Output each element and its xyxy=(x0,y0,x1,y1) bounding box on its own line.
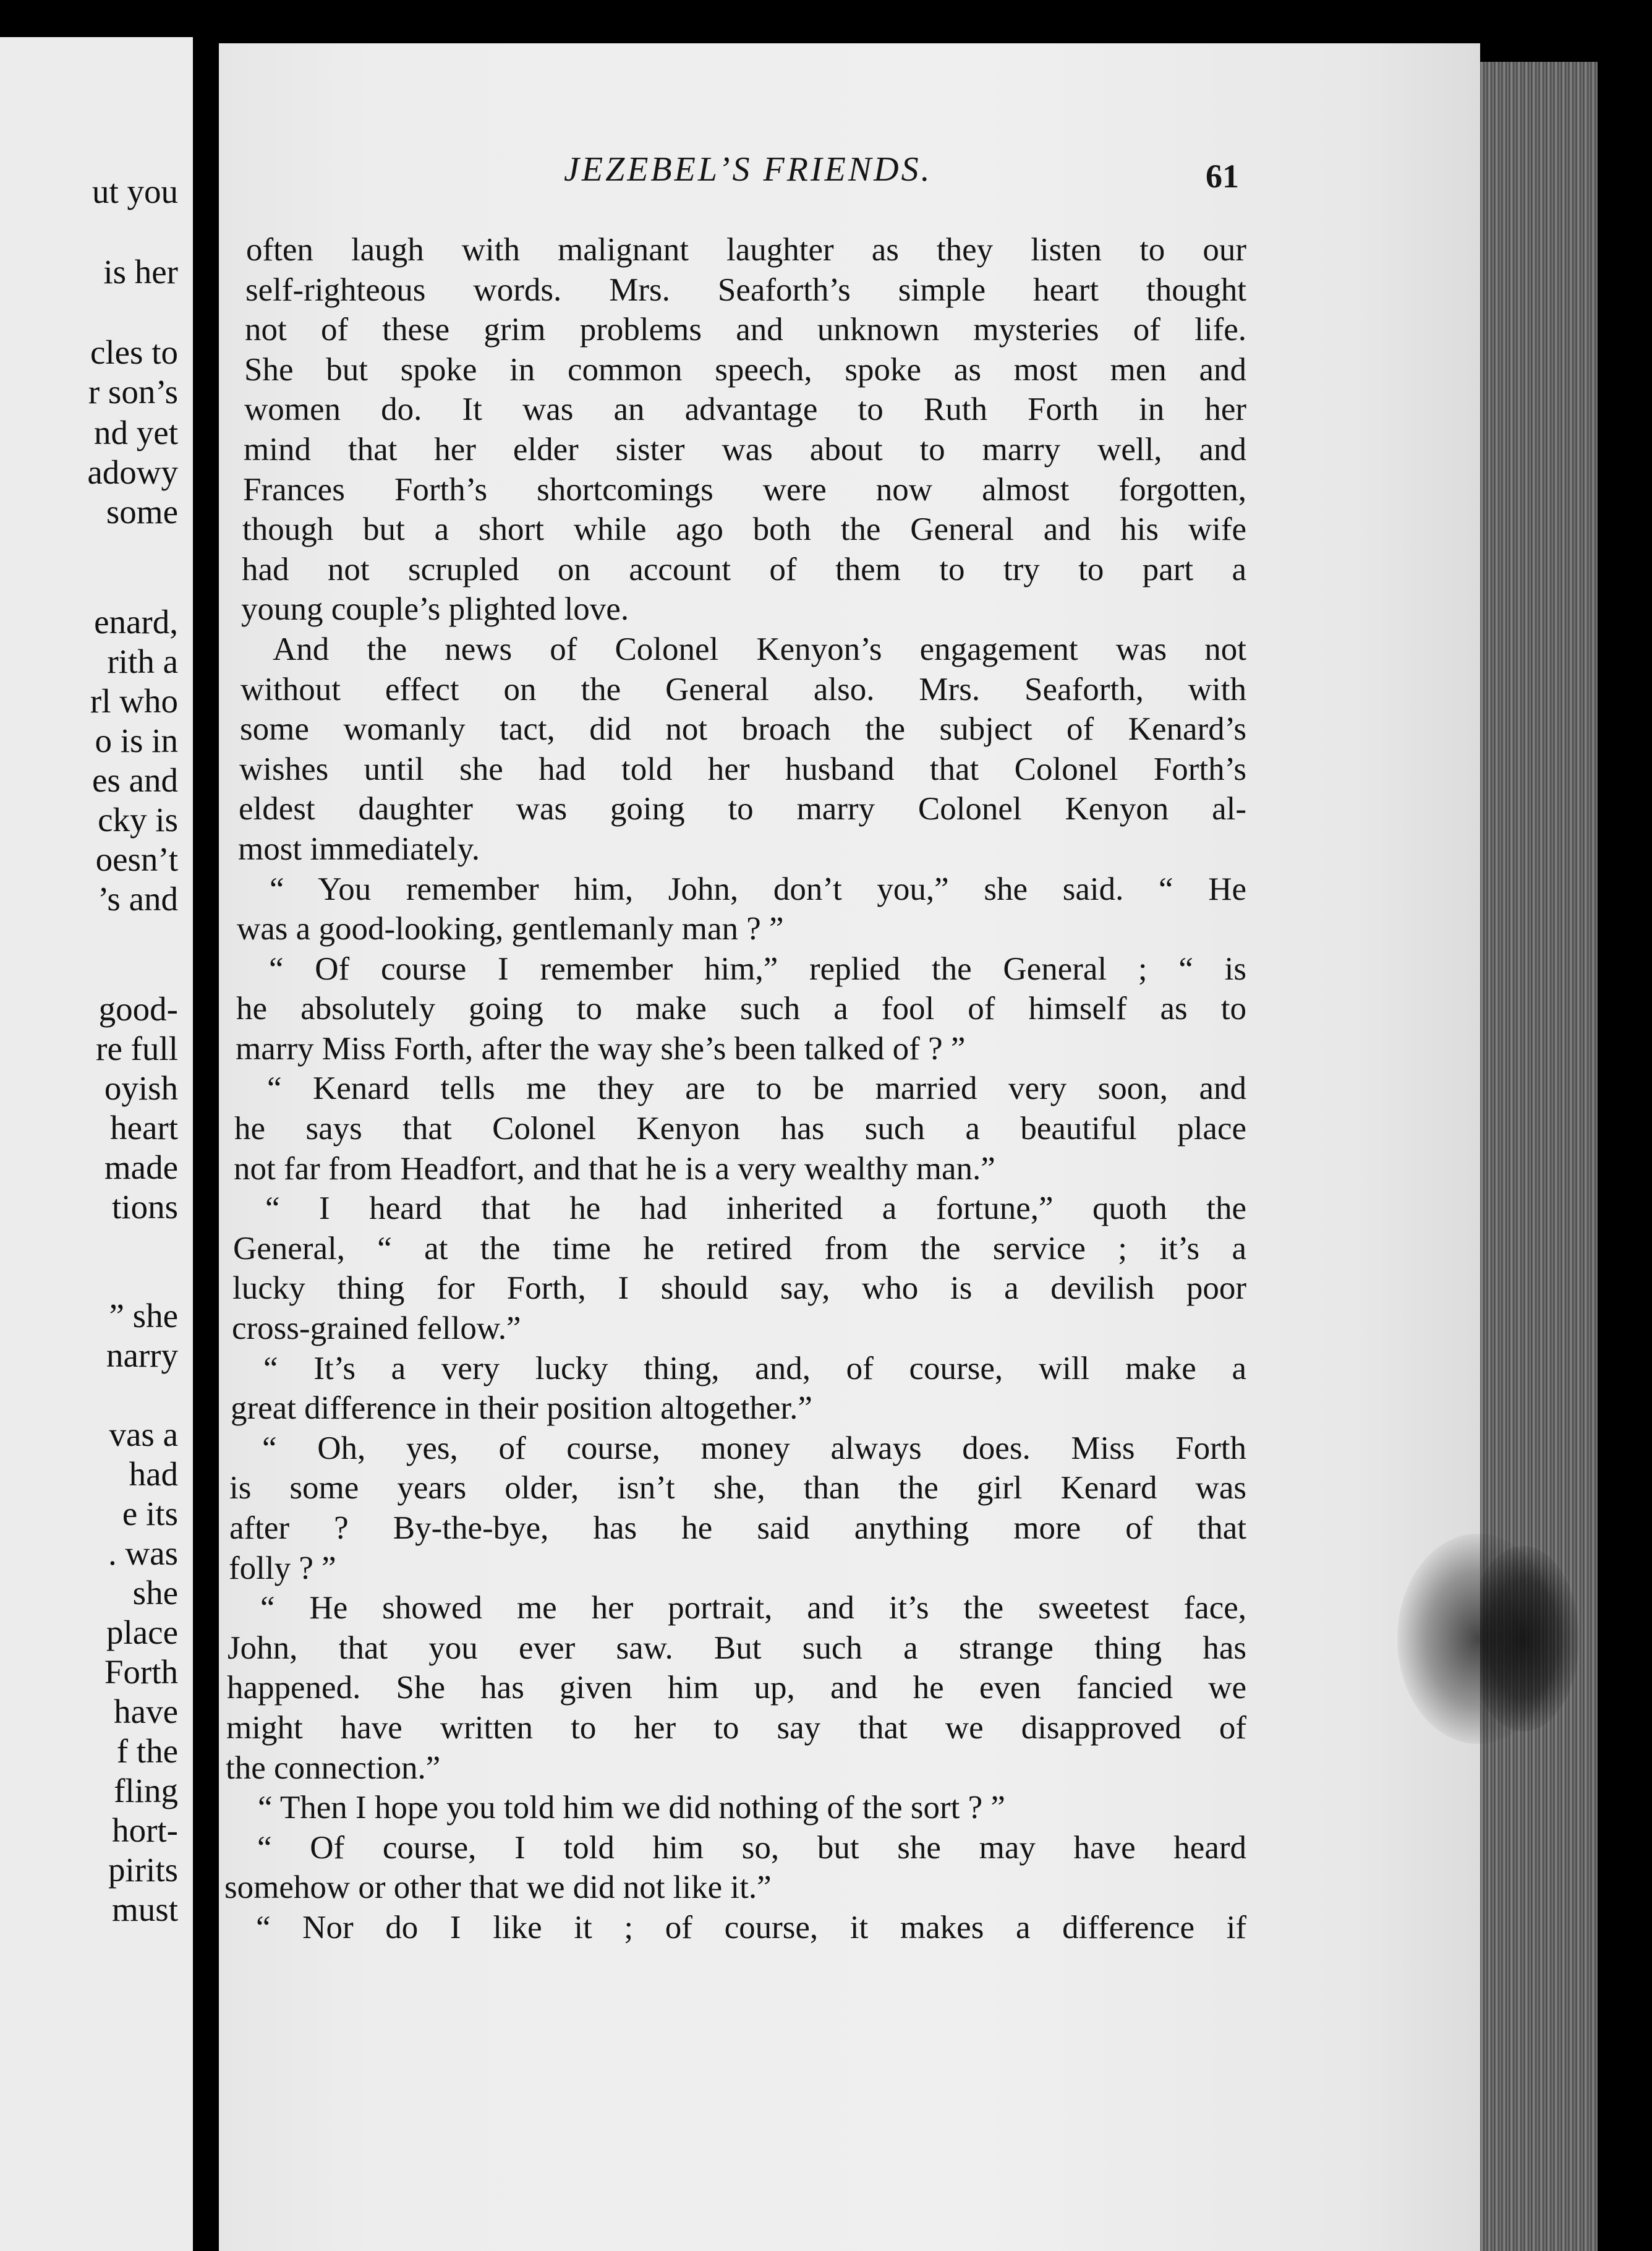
text-line-content: “ I heard that he had inherited a fortune,” quoth the xyxy=(265,1190,1246,1227)
text-line-content: though but a short while ago both the General and his wife xyxy=(242,511,1246,548)
text-line-content: some womanly tact, did not broach the subject of Kenard’s xyxy=(240,711,1246,748)
left-page-fragment: oyish xyxy=(104,1069,178,1107)
text-line-content: often laugh with malignant laughter as they listen to our xyxy=(246,232,1246,268)
text-line xyxy=(242,510,1246,550)
text-line-content: most immediately. xyxy=(238,831,480,867)
left-page-fragment: es and xyxy=(92,761,178,799)
text-line xyxy=(246,230,1246,270)
text-line xyxy=(243,470,1246,510)
left-page-fragment: e its xyxy=(122,1495,178,1532)
text-line-content: mind that her elder sister was about to marry well, and xyxy=(244,431,1246,468)
text-line xyxy=(230,1429,1246,1469)
text-line xyxy=(229,1548,1246,1589)
left-page-fragment: made xyxy=(104,1148,178,1186)
left-page-fragment: f the xyxy=(116,1732,178,1770)
text-line-content: “ He showed me her portrait, and it’s the sweetest face, xyxy=(260,1590,1246,1626)
text-line-content: was a good-looking, gentlemanly man ? ” xyxy=(237,911,784,947)
page-number: 61 xyxy=(1206,158,1239,195)
text-line-content: “ Nor do I like it ; of course, it makes a difference if xyxy=(256,1909,1246,1946)
left-page-fragment: vas a xyxy=(109,1416,178,1453)
left-page-fragment: pirits xyxy=(108,1851,178,1889)
text-line xyxy=(239,789,1246,829)
text-line xyxy=(244,430,1246,470)
text-line xyxy=(226,1788,1246,1828)
text-line-content: folly ? ” xyxy=(229,1550,336,1586)
book-gutter xyxy=(193,0,219,2251)
left-page-fragment: cles to xyxy=(90,333,178,371)
left-page-fragment: ’s and xyxy=(98,880,178,918)
text-line xyxy=(237,909,1246,949)
text-line xyxy=(236,1029,1246,1069)
left-page-fragment: heart xyxy=(110,1109,178,1147)
text-line-content: Frances Forth’s shortcomings were now almost forgotten, xyxy=(243,471,1246,508)
text-line-content: “ Kenard tells me they are to be married very soon, and xyxy=(267,1070,1246,1107)
text-line xyxy=(232,1268,1246,1309)
text-line xyxy=(224,1908,1246,1948)
text-line xyxy=(228,1628,1246,1668)
text-line xyxy=(244,390,1246,430)
left-page-fragment: ” she xyxy=(109,1297,178,1335)
text-line xyxy=(235,1069,1246,1109)
text-line xyxy=(226,1708,1246,1748)
text-line-content: self-righteous words. Mrs. Seaforth’s simple heart thought xyxy=(245,271,1246,308)
text-line-content: without effect on the General also. Mrs. Seaforth, with xyxy=(241,671,1246,707)
left-page-fragment: nd yet xyxy=(94,414,178,451)
text-line xyxy=(245,310,1246,350)
text-line xyxy=(231,1349,1246,1389)
text-line-content: wishes until she had told her husband that Colonel Forth’s xyxy=(239,751,1246,787)
text-line-content: cross-grained fellow.” xyxy=(232,1310,521,1347)
text-line-content: after ? By-the-bye, has he said anything more of that xyxy=(229,1510,1246,1546)
text-line xyxy=(227,1668,1246,1708)
left-page-fragment: hort- xyxy=(112,1811,178,1849)
text-line xyxy=(241,589,1246,630)
text-line-content: John, that you ever saw. But such a strange thing has xyxy=(228,1630,1246,1666)
left-page-fragment: fling xyxy=(114,1772,178,1809)
left-page-fragment: tions xyxy=(112,1188,178,1226)
text-line xyxy=(238,829,1246,869)
text-line-content: had not scrupled on account of them to try to part a xyxy=(242,551,1246,587)
left-page-fragment: she xyxy=(132,1574,178,1612)
text-line-content: not of these grim problems and unknown mysteries of life. xyxy=(245,312,1246,348)
text-line-content: is some years older, isn’t she, than the girl Kenard was xyxy=(229,1470,1246,1506)
left-page-fragment: cky is xyxy=(98,801,178,839)
text-line-content: great difference in their position altogether.” xyxy=(231,1390,812,1427)
text-line xyxy=(244,350,1246,390)
text-line-content: marry Miss Forth, after the way she’s been talked of ? ” xyxy=(236,1030,966,1067)
text-line-content: General, “ at the time he retired from the service ; it’s a xyxy=(233,1230,1246,1266)
left-page-fragment: place xyxy=(106,1613,178,1651)
left-page-fragment: re full xyxy=(96,1030,178,1067)
text-line xyxy=(241,670,1246,710)
text-line-content: “ Oh, yes, of course, money always does. Miss Forth xyxy=(262,1430,1246,1466)
left-page-fragment: some xyxy=(106,493,178,531)
text-line-content: women do. It was an advantage to Ruth Forth in her xyxy=(244,391,1246,428)
page-smudge xyxy=(1397,1534,1558,1744)
left-page-fragment: rith a xyxy=(107,643,178,680)
left-page-fragment: enard, xyxy=(94,603,178,641)
text-line-content: “ You remember him, John, don’t you,” she said. “ He xyxy=(270,871,1246,907)
body-text xyxy=(224,230,1246,1948)
left-page-fragment: ut you xyxy=(92,173,178,210)
left-page-fragment: o is in xyxy=(95,722,178,759)
text-line xyxy=(224,1868,1246,1908)
text-line xyxy=(237,869,1246,910)
text-line xyxy=(231,1388,1246,1429)
text-line-content: young couple’s plighted love. xyxy=(241,591,629,628)
text-line-content: “ It’s a very lucky thing, and, of course, will make a xyxy=(263,1350,1246,1386)
text-line xyxy=(240,709,1246,750)
text-line xyxy=(234,1149,1246,1189)
text-line xyxy=(234,1109,1246,1149)
text-line-content: somehow or other that we did not like it.” xyxy=(224,1869,772,1906)
text-line-content: lucky thing for Forth, I should say, who is a devilish poor xyxy=(232,1270,1246,1307)
left-page-fragment: r son’s xyxy=(88,373,178,411)
previous-page-fragment xyxy=(0,37,193,2251)
text-line xyxy=(236,989,1246,1029)
left-page-fragment: . was xyxy=(108,1534,178,1572)
text-line-content: And the news of Colonel Kenyon’s engagement was not xyxy=(273,631,1246,667)
text-line xyxy=(229,1468,1246,1508)
text-line xyxy=(225,1828,1246,1868)
text-line xyxy=(229,1508,1246,1548)
text-line-content: happened. She has given him up, and he even fancied we xyxy=(227,1670,1246,1706)
text-line xyxy=(233,1229,1246,1269)
left-page-fragment: is her xyxy=(103,253,178,291)
text-line xyxy=(232,1309,1246,1349)
running-head: JEZEBEL’S FRIENDS. xyxy=(564,150,932,189)
text-line xyxy=(239,750,1246,790)
text-line xyxy=(233,1189,1246,1229)
text-line-content: he absolutely going to make such a fool of himself as to xyxy=(236,991,1246,1027)
text-line-content: he says that Colonel Kenyon has such a beautiful place xyxy=(234,1111,1246,1147)
text-line-content: “ Then I hope you told him we did nothing of the sort ? ” xyxy=(258,1790,1005,1826)
text-line-content: “ Of course I remember him,” replied the General ; “ is xyxy=(269,950,1246,987)
text-line-content: “ Of course, I told him so, but she may have heard xyxy=(257,1829,1246,1866)
left-page-fragment: adowy xyxy=(87,453,178,491)
text-line-content: the connection.” xyxy=(226,1749,441,1786)
page-edges xyxy=(1480,62,1598,2251)
text-line-content: eldest daughter was going to marry Colonel Kenyon al- xyxy=(239,791,1246,827)
text-line xyxy=(242,550,1246,590)
left-page-fragment: Forth xyxy=(104,1653,178,1691)
text-line xyxy=(226,1748,1246,1788)
text-line-content: might have written to her to say that we disapproved of xyxy=(226,1709,1246,1746)
text-line xyxy=(245,270,1246,310)
text-line-content: She but spoke in common speech, spoke as most men and xyxy=(244,351,1246,388)
left-page-fragment: must xyxy=(112,1890,178,1928)
text-line xyxy=(237,949,1246,989)
left-page-fragment: had xyxy=(129,1455,178,1493)
text-line xyxy=(241,630,1246,670)
left-page-fragment: rl who xyxy=(90,682,178,720)
left-page-fragment: have xyxy=(114,1693,178,1730)
text-line xyxy=(228,1588,1246,1628)
text-line-content: not far from Headfort, and that he is a very wealthy man.” xyxy=(234,1150,995,1187)
left-page-fragment: oesn’t xyxy=(95,840,178,878)
left-page-fragment: good- xyxy=(98,990,178,1028)
left-page-fragment: narry xyxy=(106,1336,178,1374)
